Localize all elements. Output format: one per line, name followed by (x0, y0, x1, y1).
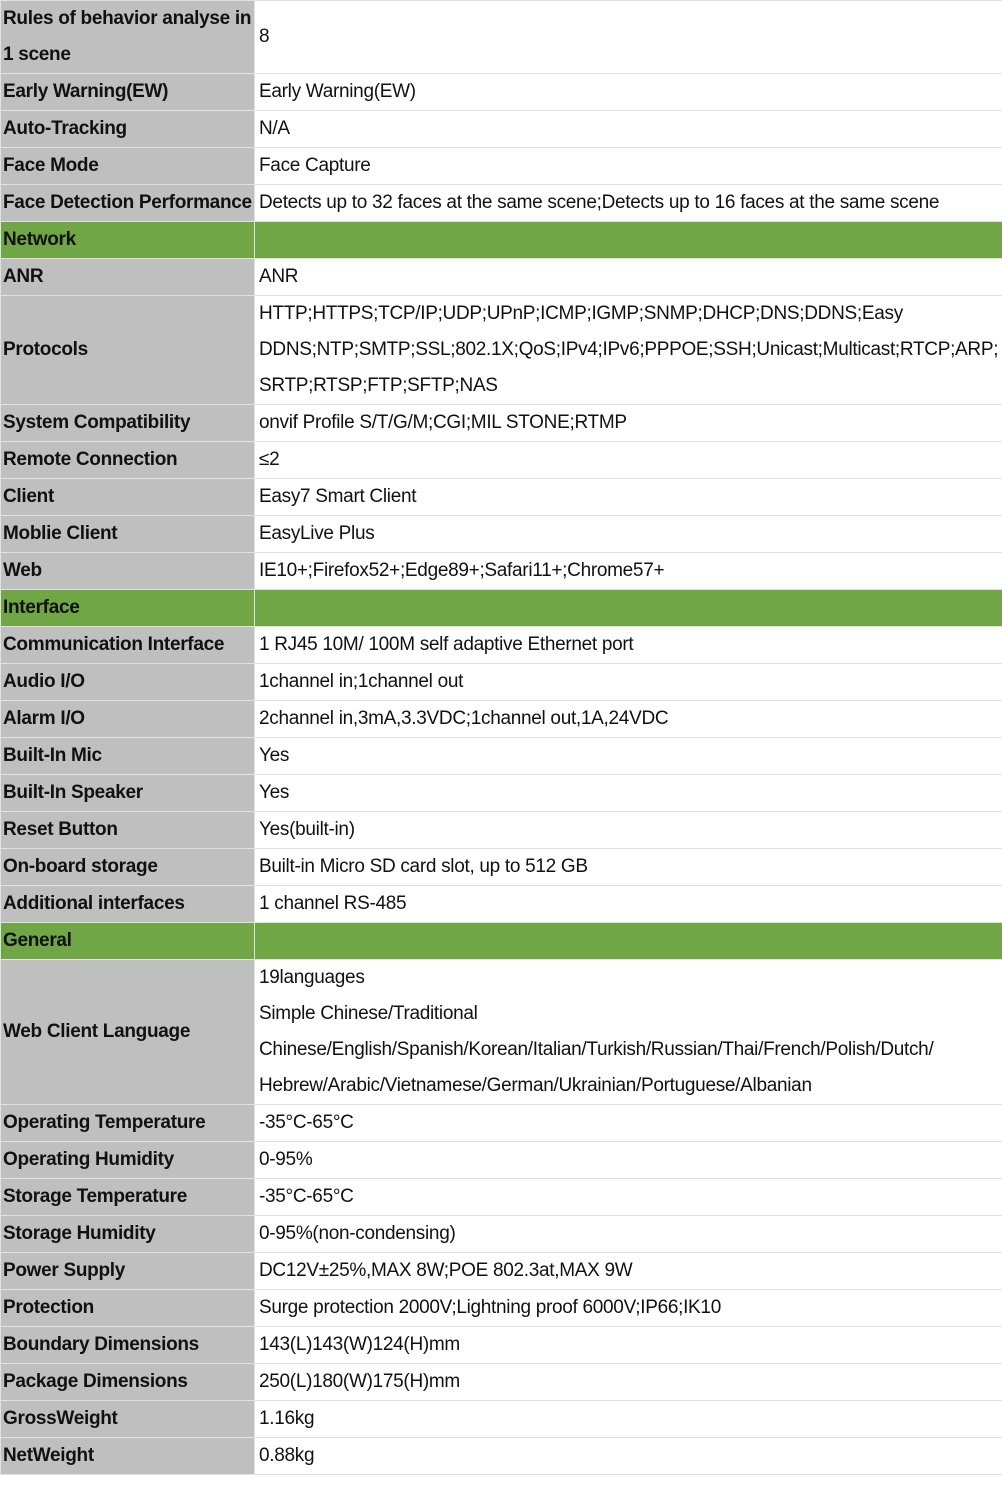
spec-label: Storage Humidity (1, 1216, 255, 1253)
spec-value (255, 1142, 1002, 1179)
spec-value-line: HTTP;HTTPS;TCP/IP;UDP;UPnP;ICMP;IGMP;SNMP;DHCP;DNS;DDNS;Easy (259, 303, 903, 324)
spec-value (255, 111, 1002, 148)
spec-label: Web (1, 553, 255, 590)
spec-label: Early Warning(EW) (1, 74, 255, 111)
section-filler (255, 923, 1002, 960)
spec-value-line: Easy7 Smart Client (259, 486, 417, 507)
spec-value-line: 1 RJ45 10M/ 100M self adaptive Ethernet port (259, 634, 634, 655)
spec-label: ANR (1, 259, 255, 296)
spec-value-line: ≤2 (259, 449, 280, 470)
table-row (1, 664, 1002, 701)
spec-value (255, 148, 1002, 185)
spec-value (255, 701, 1002, 738)
table-row (1, 259, 1002, 296)
spec-value-line: DDNS;NTP;SMTP;SSL;802.1X;QoS;IPv4;IPv6;PPPOE;SSH;Unicast;Multicast;RTCP;ARP; (259, 339, 999, 360)
table-row (1, 701, 1002, 738)
spec-label: Storage Temperature (1, 1179, 255, 1216)
table-row (1, 1364, 1002, 1401)
spec-label: Protection (1, 1290, 255, 1327)
spec-value-line: 19languages (259, 967, 365, 988)
spec-label: Communication Interface (1, 627, 255, 664)
spec-value (255, 664, 1002, 701)
table-row (1, 775, 1002, 812)
table-row (1, 516, 1002, 553)
section-header-network (1, 222, 1002, 259)
spec-value-line: 143(L)143(W)124(H)mm (259, 1334, 460, 1355)
spec-value-line: EasyLive Plus (259, 523, 375, 544)
spec-label: Built-In Speaker (1, 775, 255, 812)
spec-label: Face Detection Performance (1, 185, 255, 222)
section-filler (255, 590, 1002, 627)
spec-label: Built-In Mic (1, 738, 255, 775)
spec-label: GrossWeight (1, 1401, 255, 1438)
table-row (1, 1142, 1002, 1179)
spec-value (255, 960, 1002, 1105)
spec-value (255, 775, 1002, 812)
spec-label: Reset Button (1, 812, 255, 849)
spec-value-line: 250(L)180(W)175(H)mm (259, 1371, 460, 1392)
spec-value (255, 74, 1002, 111)
spec-value-line: SRTP;RTSP;FTP;SFTP;NAS (259, 375, 498, 396)
spec-value (255, 516, 1002, 553)
spec-value-line: Detects up to 32 faces at the same scene;Detects up to 16 faces at the same scene (259, 192, 940, 213)
spec-value (255, 1216, 1002, 1253)
spec-value-line: Simple Chinese/Traditional (259, 1003, 478, 1024)
spec-value (255, 1253, 1002, 1290)
table-row (1, 1216, 1002, 1253)
section-title: Network (1, 222, 255, 259)
spec-value-line: 8 (259, 26, 270, 47)
spec-label: Protocols (1, 296, 255, 405)
table-row (1, 886, 1002, 923)
spec-label: Boundary Dimensions (1, 1327, 255, 1364)
spec-value (255, 553, 1002, 590)
table-row (1, 442, 1002, 479)
spec-value (255, 812, 1002, 849)
spec-value-line: Yes (259, 745, 290, 766)
spec-value-line: Yes(built-in) (259, 819, 355, 840)
section-filler (255, 222, 1002, 259)
spec-label: System Compatibility (1, 405, 255, 442)
table-row (1, 1290, 1002, 1327)
spec-label: NetWeight (1, 1438, 255, 1475)
spec-value-line: 1.16kg (259, 1408, 315, 1429)
spec-value (255, 1364, 1002, 1401)
spec-value-line: ANR (259, 266, 299, 287)
spec-value-line: -35°C-65°C (259, 1112, 354, 1133)
spec-value (255, 1327, 1002, 1364)
table-row (1, 738, 1002, 775)
spec-value (255, 1438, 1002, 1475)
spec-value-line: Yes (259, 782, 290, 803)
spec-value-line: 2channel in,3mA,3.3VDC;1channel out,1A,24VDC (259, 708, 669, 729)
spec-value (255, 442, 1002, 479)
spec-value-line: N/A (259, 118, 290, 139)
table-row (1, 849, 1002, 886)
spec-value-line: Hebrew/Arabic/Vietnamese/German/Ukrainian/Portuguese/Albanian (259, 1075, 812, 1096)
spec-value-line: Face Capture (259, 155, 371, 176)
spec-value-line: Built-in Micro SD card slot, up to 512 GB (259, 856, 588, 877)
table-row (1, 1105, 1002, 1142)
spec-value-line: 0.88kg (259, 1445, 315, 1466)
spec-value-line: 0-95%(non-condensing) (259, 1223, 456, 1244)
spec-value (255, 1179, 1002, 1216)
table-row (1, 296, 1002, 405)
spec-value (255, 1290, 1002, 1327)
spec-value-line: -35°C-65°C (259, 1186, 354, 1207)
table-row (1, 812, 1002, 849)
spec-value (255, 1401, 1002, 1438)
table-row (1, 479, 1002, 516)
spec-value (255, 1, 1002, 74)
spec-value-line: 1 channel RS-485 (259, 893, 407, 914)
spec-label: Auto-Tracking (1, 111, 255, 148)
table-row (1, 111, 1002, 148)
spec-label: Web Client Language (1, 960, 255, 1105)
spec-value-line: Surge protection 2000V;Lightning proof 6000V;IP66;IK10 (259, 1297, 721, 1318)
spec-value-line: IE10+;Firefox52+;Edge89+;Safari11+;Chrome57+ (259, 560, 665, 581)
spec-label: On-board storage (1, 849, 255, 886)
spec-label: Operating Humidity (1, 1142, 255, 1179)
table-row (1, 74, 1002, 111)
table-row (1, 960, 1002, 1105)
spec-label: Power Supply (1, 1253, 255, 1290)
spec-value-line: 1channel in;1channel out (259, 671, 464, 692)
table-row (1, 1327, 1002, 1364)
spec-label: Rules of behavior analyse in 1 scene (1, 1, 255, 74)
spec-value-line: 0-95% (259, 1149, 313, 1170)
spec-value (255, 849, 1002, 886)
table-row (1, 1179, 1002, 1216)
spec-label: Alarm I/O (1, 701, 255, 738)
section-header-general (1, 923, 1002, 960)
section-title: General (1, 923, 255, 960)
spec-value (255, 296, 1002, 405)
spec-table-body (1, 1, 1002, 1475)
table-row (1, 405, 1002, 442)
section-header-interface (1, 590, 1002, 627)
spec-value (255, 627, 1002, 664)
table-row (1, 627, 1002, 664)
spec-label: Audio I/O (1, 664, 255, 701)
spec-value (255, 1105, 1002, 1142)
table-row (1, 1, 1002, 74)
spec-value (255, 479, 1002, 516)
spec-value-line: Chinese/English/Spanish/Korean/Italian/Turkish/Russian/Thai/French/Polish/Dutch/ (259, 1039, 934, 1060)
table-row (1, 1253, 1002, 1290)
spec-value-line: Early Warning(EW) (259, 81, 416, 102)
table-row (1, 148, 1002, 185)
spec-value (255, 259, 1002, 296)
spec-value (255, 405, 1002, 442)
spec-label: Moblie Client (1, 516, 255, 553)
spec-label: Package Dimensions (1, 1364, 255, 1401)
table-row (1, 1438, 1002, 1475)
spec-label: Remote Connection (1, 442, 255, 479)
spec-value (255, 185, 1002, 222)
table-row (1, 185, 1002, 222)
table-row (1, 1401, 1002, 1438)
spec-value-line: DC12V±25%,MAX 8W;POE 802.3at,MAX 9W (259, 1260, 633, 1281)
spec-value-line: onvif Profile S/T/G/M;CGI;MIL STONE;RTMP (259, 412, 627, 433)
spec-label: Face Mode (1, 148, 255, 185)
spec-label: Client (1, 479, 255, 516)
spec-value (255, 886, 1002, 923)
spec-label: Operating Temperature (1, 1105, 255, 1142)
spec-value (255, 738, 1002, 775)
section-title: Interface (1, 590, 255, 627)
spec-label: Additional interfaces (1, 886, 255, 923)
table-row (1, 553, 1002, 590)
